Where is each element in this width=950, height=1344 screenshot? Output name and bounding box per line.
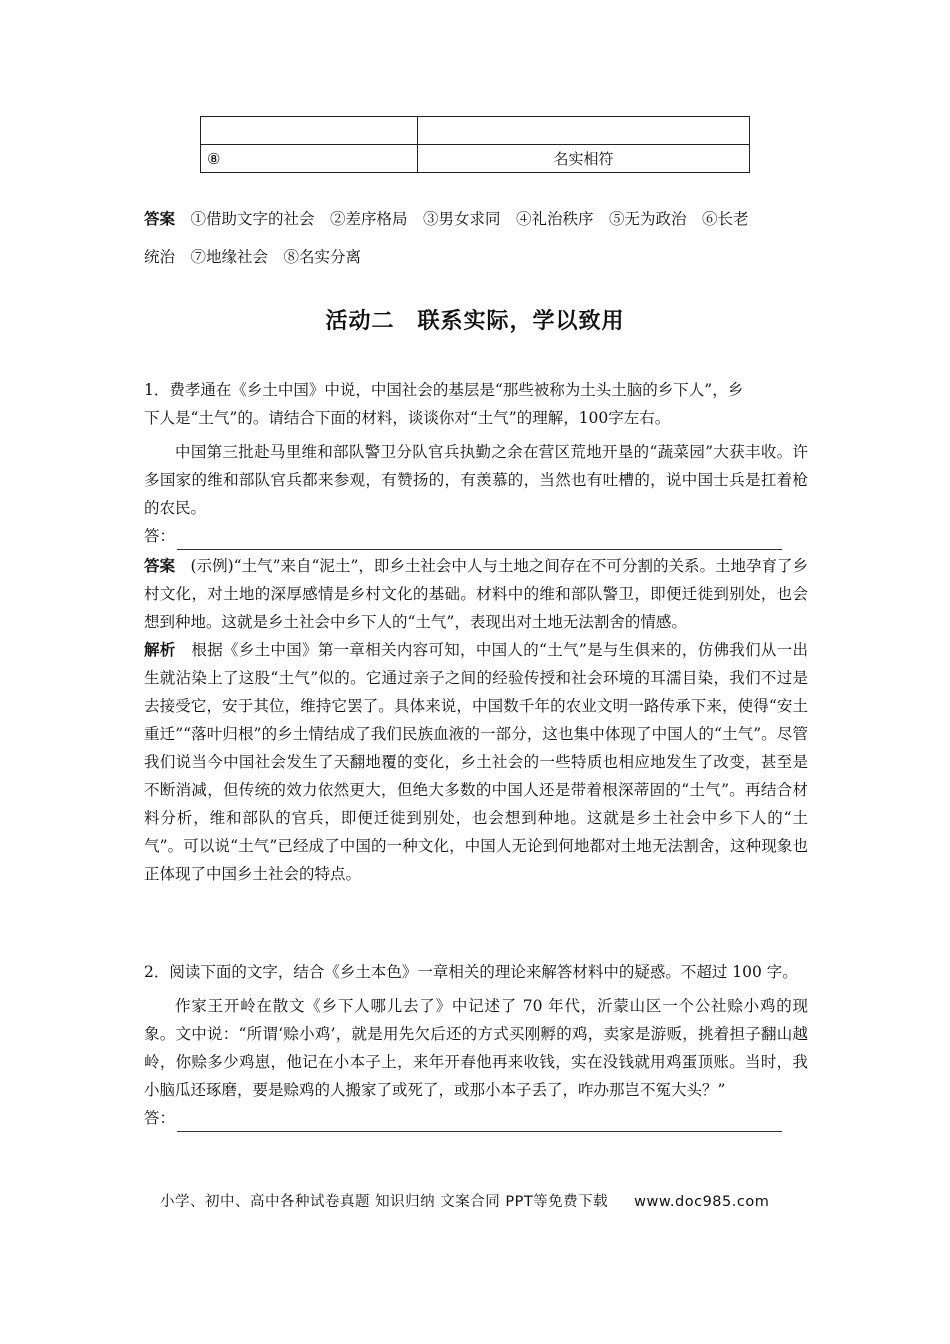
question-stem: 1．费孝通在《乡土中国》中说，中国社会的基层是“那些被称为土头土脑的乡下人”，乡 (144, 381, 744, 399)
table-cell (201, 117, 418, 145)
table-cell: 名实相符 (418, 145, 750, 173)
answer-prompt-line (144, 1104, 808, 1132)
answer-prompt: 答： (144, 1109, 176, 1127)
material-text: 中国第三批赴马里维和部队警卫分队官兵执勤之余在营区荒地开垦的“蔬菜园”大获丰收。许多国家的维和部队官兵都来参观，有赞扬的，有羡慕的，当然也有吐槽的，说中国士兵是扛着枪的农民。 (144, 443, 808, 517)
answer-text: 统治 ⑦地缘社会 ⑧名实分离 (144, 248, 362, 266)
table-row (201, 117, 750, 145)
answer-block-1 (144, 200, 808, 276)
analysis-text: 根据《乡土中国》第一章相关内容可知，中国人的“土气”是与生俱来的，仿佛我们从一出生就沾染上了这股“土气”似的。它通过亲子之间的经验传授和社会环境的耳濡目染，我们不过是去接受它，安于其位，维持它罢了。具体来说，中国数千年的农业文明一路传承下来，使得“安土重迁”“落叶归根”的乡土情结成了我们民族血液的一部分，这也集中体现了中国人的“土气”。尽管我们说当今中国社会发生了天翻地覆的变化，乡土社会的一些特质也相应地发生了改变，甚至是不断消减，但传统的效力依然更大，但绝大多数的中国人还是带着根深蒂固的“土气”。再结合材料分析，维和部队的官兵，即便迁徙到别处，也会想到种地。这就是乡土社会中乡下人的“土气”。可以说“土气”已经成了中国的一种文化，中国人无论到何地都对土地无法割舍，这种现象也正体现了中国乡土社会的特点。 (144, 641, 808, 883)
question-stem: 2．阅读下面的文字，结合《乡土本色》一章相关的理论来解答材料中的疑惑。不超过 100 字。 (144, 963, 798, 981)
concept-table (200, 116, 750, 173)
answer-blank (177, 1113, 782, 1132)
answer-prompt: 答： (144, 527, 176, 545)
answer-text: ①借助文字的社会 ②差序格局 ③男女求同 ④礼治秩序 ⑤无为政治 ⑥长老 (190, 210, 749, 228)
question-2 (144, 958, 808, 1132)
table-cell (418, 117, 750, 145)
table-row (201, 145, 750, 173)
answer-label: 答案 (144, 209, 176, 228)
analysis-label: 解析 (144, 640, 176, 659)
material-text: 作家王开岭在散文《乡下人哪儿去了》中记述了 70 年代，沂蒙山区一个公社赊小鸡的现象。文中说：“所谓‘赊小鸡’，就是用先欠后还的方式买刚孵的鸡，卖家是游贩，挑着担子翻山越岭，你赊多少鸡崽，他记在小本子上，来年开春他再来收钱，实在没钱就用鸡蛋顶账。当时，我小脑瓜还琢磨，要是赊鸡的人搬家了或死了，或那小本子丢了，咋办那岂不冤大头？” (144, 997, 808, 1099)
page-footer (160, 1190, 769, 1211)
answer-blank (177, 531, 782, 550)
activity-title: 活动二 联系实际，学以致用 (325, 308, 625, 334)
table-cell: ⑧ (201, 145, 418, 173)
footer-text: 小学、初中、高中各种试卷真题 知识归纳 文案合同 PPT等免费下载 (160, 1194, 609, 1210)
answer-text: (示例)“土气”来自“泥土”，即乡土社会中人与土地之间存在不可分割的关系。土地孕育了乡村文化，对土地的深厚感情是乡村文化的基础。材料中的维和部队警卫，即便迁徙到别处，也会想到种地。这就是乡土社会中乡下人的“土气”，表现出对土地无法割舍的情感。 (144, 557, 808, 631)
question-1 (144, 376, 808, 888)
answer-label: 答案 (144, 556, 176, 575)
answer-prompt-line (144, 522, 808, 550)
footer-site: www.doc985.com (634, 1194, 770, 1210)
question-stem: 下人是“土气”的。请结合下面的材料，谈谈你对“土气”的理解，100字左右。 (144, 409, 671, 427)
